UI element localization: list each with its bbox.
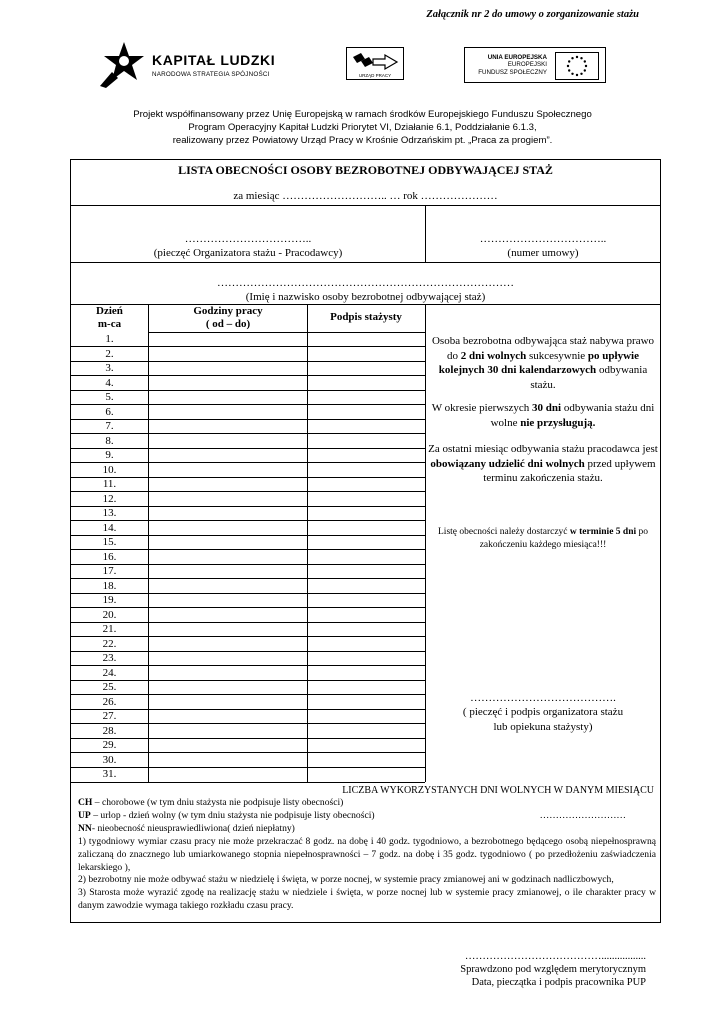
signature-cell[interactable]: [308, 622, 425, 637]
hours-cell[interactable]: [149, 724, 307, 739]
rule-1: 1) tygodniowy wymiar czasu pracy nie może przekraczać 8 godz. na dobę i 40 godz. tygodniowo, a bezrobotnego będącego osobą niepełnosprawną zaliczaną do znacznego lub umiarkowanego stopnia niepełnosprawności – 7 godz. na dobę i 35 godz. tygodniowo ( po przedłożeniu zaświadczenia lekarskiego ),: [78, 835, 656, 873]
col-header-hours-line2: ( od – do): [205, 318, 251, 330]
day-number: 11.: [102, 478, 117, 490]
day-number: 22.: [102, 637, 117, 650]
info-text-bold: po upływie kolejnych 30 dni kalendarzowych: [438, 349, 639, 377]
signature-cell[interactable]: [308, 448, 425, 463]
hours-cell[interactable]: [149, 434, 307, 449]
signature-cell[interactable]: [308, 651, 425, 666]
table-row: [71, 492, 425, 507]
signature-cell[interactable]: [308, 405, 425, 420]
info-text: Osoba bezrobotna odbywająca staż nabywa prawo do: [431, 335, 655, 362]
verification-signature-field[interactable]: ………………………………….................: [464, 951, 646, 962]
hours-cell[interactable]: [149, 448, 307, 463]
project-intro: [0, 108, 725, 148]
day-number: 5.: [105, 391, 114, 403]
rule-3: 3) Starosta może wyrazić zgodę na realizację stażu w niedziele i święta, w porze nocnej lub w systemie pracy zmianowej, o ile charakter pracy w danym zawodzie wymaga takiego rozkładu czasu pracy.: [78, 887, 656, 912]
attachment-note: Załącznik nr 2 do umowy o zorganizowanie stażu: [426, 9, 639, 20]
day-number: 19.: [102, 594, 117, 606]
day-number: 21.: [102, 623, 117, 635]
info-text: odbywania stażu.: [530, 364, 648, 391]
ue-logo-text: [469, 54, 547, 76]
col-header-signature: Podpis stażysty: [330, 311, 402, 323]
hours-cell[interactable]: [149, 535, 307, 550]
hours-cell[interactable]: [149, 506, 307, 521]
day-number: 2.: [105, 347, 114, 360]
day-number: 9.: [105, 449, 114, 461]
unia-europejska-logo: [464, 47, 606, 83]
organizer-stamp-field[interactable]: ……………………………..: [184, 233, 312, 245]
legend-code: CH: [78, 797, 93, 808]
table-row: [71, 724, 425, 739]
kapital-ludzki-title: KAPITAŁ LUDZKI: [152, 52, 276, 68]
signature-cell[interactable]: [308, 506, 425, 521]
table-row: [71, 637, 425, 652]
info-free-days: [427, 334, 659, 392]
organizer-stamp-caption: (pieczęć Organizatora stażu - Pracodawcy): [153, 247, 343, 259]
legend-code: NN: [78, 822, 92, 834]
info-text-bold: 30 dni: [532, 402, 562, 414]
kapital-ludzki-logo: [98, 42, 298, 88]
free-days-label: LICZBA WYKORZYSTANYCH DNI WOLNYCH W DANYM MIESIĄCU: [342, 785, 654, 796]
signature-cell[interactable]: [308, 753, 425, 768]
organizer-signature-field[interactable]: ………………………………….: [470, 692, 616, 704]
hours-cell[interactable]: [149, 332, 307, 347]
day-number: 7.: [105, 420, 114, 432]
table-row: [71, 695, 425, 710]
hours-cell[interactable]: [149, 390, 307, 405]
col-header-hours-line1: Godziny pracy: [193, 305, 263, 317]
day-number: 8.: [105, 434, 114, 447]
signature-cell[interactable]: [308, 390, 425, 405]
table-row: [71, 506, 425, 521]
signature-cell[interactable]: [308, 361, 425, 376]
info-text: W okresie pierwszych: [431, 402, 533, 414]
table-row: [71, 477, 425, 492]
day-number: 28.: [102, 724, 117, 737]
table-row: [71, 767, 425, 782]
col-header-day: [71, 305, 148, 331]
hours-cell[interactable]: [149, 405, 307, 420]
contract-number-caption: (numer umowy): [507, 247, 579, 259]
day-number: 27.: [102, 710, 117, 722]
day-number: 24.: [102, 666, 117, 679]
hours-cell[interactable]: [149, 709, 307, 724]
signature-cell[interactable]: [308, 492, 425, 507]
hours-cell[interactable]: [149, 637, 307, 652]
legend-text: - nieobecność nieusprawiedliwiona( dzień niepłatny): [91, 822, 295, 834]
info-first-month: [427, 401, 659, 430]
day-number: 17.: [102, 565, 117, 577]
day-number: 4.: [105, 376, 114, 389]
table-row: [71, 651, 425, 666]
table-row: [71, 753, 425, 768]
day-number: 25.: [102, 681, 117, 693]
table-row: [71, 608, 425, 623]
hours-cell[interactable]: [149, 347, 307, 362]
day-number: 29.: [102, 739, 117, 751]
hours-cell[interactable]: [149, 492, 307, 507]
rule-2: 2) bezrobotny nie może odbywać stażu w niedzielę i święta, w porze nocnej, w systemie pracy zmianowej ani w godzinach nadliczbowych,: [78, 874, 614, 886]
period-field[interactable]: za miesiąc ……………………….. … rok …………………: [233, 190, 498, 202]
info-text: przed upływem terminu zakończenia stażu.: [483, 457, 656, 485]
contract-number-field[interactable]: ……………………………..: [479, 233, 607, 245]
hours-cell[interactable]: [149, 376, 307, 391]
signature-cell[interactable]: [308, 709, 425, 724]
info-text-bold: w terminie 5 dni: [569, 527, 637, 537]
signature-cell[interactable]: [308, 564, 425, 579]
signature-cell[interactable]: [308, 535, 425, 550]
kapital-ludzki-star-icon: [98, 42, 146, 88]
day-number: 3.: [105, 362, 114, 374]
col-header-hours: [149, 305, 307, 331]
signature-caption-line1: ( pieczęć i podpis organizatora stażu: [462, 706, 624, 718]
table-row: [71, 390, 425, 405]
form-title: LISTA OBECNOŚCI OSOBY BEZROBOTNEJ ODBYWAJĄCEJ STAŻ: [178, 163, 553, 177]
table-row: [71, 376, 425, 391]
day-number: 15.: [102, 536, 117, 548]
hours-cell[interactable]: [149, 680, 307, 695]
table-row: [71, 666, 425, 681]
hours-cell[interactable]: [149, 666, 307, 681]
table-row: [71, 738, 425, 753]
signature-cell[interactable]: [308, 767, 425, 782]
signature-cell[interactable]: [308, 608, 425, 623]
day-number: 23.: [102, 652, 117, 664]
hours-cell[interactable]: [149, 695, 307, 710]
verification-block: [430, 950, 646, 989]
kapital-ludzki-subtitle: NARODOWA STRATEGIA SPÓJNOŚCI: [152, 71, 270, 78]
info-text: Za ostatni miesiąc odbywania stażu pracodawca jest: [428, 443, 658, 455]
hours-cell[interactable]: [149, 419, 307, 434]
hours-cell[interactable]: [149, 477, 307, 492]
day-number: 26.: [102, 695, 117, 708]
signature-cell[interactable]: [308, 434, 425, 449]
signature-cell[interactable]: [308, 521, 425, 536]
ue-line3: FUNDUSZ SPOŁECZNY: [478, 68, 547, 76]
hours-cell[interactable]: [149, 622, 307, 637]
urzad-pracy-label: URZĄD PRACY: [358, 73, 392, 78]
table-row: [71, 593, 425, 608]
hours-cell[interactable]: [149, 550, 307, 565]
divider: [71, 262, 660, 263]
legend-nn: [78, 823, 656, 836]
table-row: [71, 434, 425, 449]
table-row: [71, 680, 425, 695]
legend-and-rules: [78, 797, 656, 913]
table-row: [71, 564, 425, 579]
table-row: [71, 579, 425, 594]
day-number: 31.: [102, 768, 117, 780]
eu-flag-icon: [555, 52, 599, 80]
signature-cell[interactable]: [308, 724, 425, 739]
day-number: 20.: [102, 608, 117, 621]
legend-code: UP: [78, 809, 91, 821]
table-row: [71, 709, 425, 724]
day-number: 30.: [102, 753, 117, 766]
info-last-month: [427, 442, 659, 486]
table-row: [71, 419, 425, 434]
ue-line2: EUROPEJSKI: [507, 61, 547, 69]
table-row: [71, 535, 425, 550]
info-delivery-deadline: [427, 526, 659, 552]
attendance-form: [70, 159, 661, 923]
signature-cell[interactable]: [308, 695, 425, 710]
table-row: [71, 521, 425, 536]
signature-cell[interactable]: [308, 680, 425, 695]
hours-cell[interactable]: [149, 753, 307, 768]
ue-line1: UNIA EUROPEJSKA: [487, 54, 547, 61]
divider: [71, 205, 660, 206]
info-text: po zakończeniu każdego miesiąca!!!: [479, 527, 648, 550]
legend-text: – urlop - dzień wolny (w tym dniu stażysta nie podpisuje listy obecności): [90, 809, 375, 821]
signature-cell[interactable]: [308, 550, 425, 565]
hours-cell[interactable]: [149, 651, 307, 666]
hours-cell[interactable]: [149, 593, 307, 608]
legend-text: – chorobowe (w tym dniu stażysta nie podpisuje listy obecności): [92, 797, 344, 808]
day-number: 10.: [102, 463, 117, 476]
signature-cell[interactable]: [308, 637, 425, 652]
day-number: 12.: [102, 492, 117, 505]
verification-line2: Data, pieczątka i podpis pracownika PUP: [471, 977, 646, 988]
verification-line1: Sprawdzono pod względem merytorycznym: [460, 964, 646, 975]
signature-cell[interactable]: [308, 477, 425, 492]
info-text-bold: obowiązany udzielić dni wolnych: [430, 457, 585, 470]
hours-cell[interactable]: [149, 767, 307, 782]
trainee-name-caption: (Imię i nazwisko osoby bezrobotnej odbywającej staż): [245, 291, 486, 303]
hours-cell[interactable]: [149, 564, 307, 579]
col-header-day-line2: m-ca: [97, 318, 122, 330]
legend-up: [78, 810, 656, 823]
table-row: [71, 347, 425, 362]
info-text-bold: 2 dni wolnych: [460, 349, 527, 362]
table-row: [71, 448, 425, 463]
organizer-signature-caption: [427, 705, 659, 734]
hours-cell[interactable]: [149, 361, 307, 376]
urzad-pracy-logo: [346, 47, 404, 80]
day-number: 18.: [102, 579, 117, 592]
info-text: Listę obecności należy dostarczyć: [438, 527, 570, 537]
legend-ch: [78, 797, 656, 810]
signature-cell[interactable]: [308, 738, 425, 753]
hours-cell[interactable]: [149, 463, 307, 478]
info-text-bold: nie przysługują.: [520, 416, 596, 429]
hours-cell[interactable]: [149, 521, 307, 536]
day-number: 6.: [105, 405, 114, 418]
col-header-day-line1: Dzień: [96, 305, 123, 317]
hours-cell[interactable]: [149, 579, 307, 594]
signature-cell[interactable]: [308, 666, 425, 681]
signature-cell[interactable]: [308, 463, 425, 478]
day-number: 13.: [102, 507, 117, 519]
signature-cell[interactable]: [308, 332, 425, 347]
table-row: [71, 550, 425, 565]
free-days-count-field[interactable]: ………………………: [539, 809, 626, 821]
signature-cell[interactable]: [308, 419, 425, 434]
table-row: [71, 405, 425, 420]
intro-line2: Program Operacyjny Kapitał Ludzki Priorytet VI, Działanie 6.1, Poddziałanie 6.1.3,: [188, 122, 537, 134]
urzad-pracy-icon: [351, 51, 401, 73]
divider: [71, 782, 425, 783]
info-text: sukcesywnie: [526, 349, 588, 362]
trainee-name-field[interactable]: ………………………………………………………………………: [217, 277, 514, 289]
table-row: [71, 622, 425, 637]
signature-cell[interactable]: [308, 347, 425, 362]
divider: [425, 304, 426, 782]
table-row: [71, 332, 425, 347]
day-number: 14.: [102, 521, 117, 534]
hours-cell[interactable]: [149, 738, 307, 753]
day-number: 1.: [105, 333, 114, 345]
table-row: [71, 361, 425, 376]
day-number: 16.: [102, 550, 117, 563]
table-row: [71, 463, 425, 478]
signature-cell[interactable]: [308, 593, 425, 608]
signature-caption-line2: lub opiekuna stażysty): [493, 720, 593, 733]
hours-cell[interactable]: [149, 608, 307, 623]
intro-line1: Projekt współfinansowany przez Unię Europejską w ramach środków Europejskiego Funduszu Społecznego: [133, 109, 592, 120]
intro-line3: realizowany przez Powiatowy Urząd Pracy w Krośnie Odrzańskim pt. „Praca za progiem”.: [172, 135, 553, 147]
info-text: odbywania stażu dni wolne: [490, 402, 655, 429]
signature-cell[interactable]: [308, 579, 425, 594]
signature-cell[interactable]: [308, 376, 425, 391]
